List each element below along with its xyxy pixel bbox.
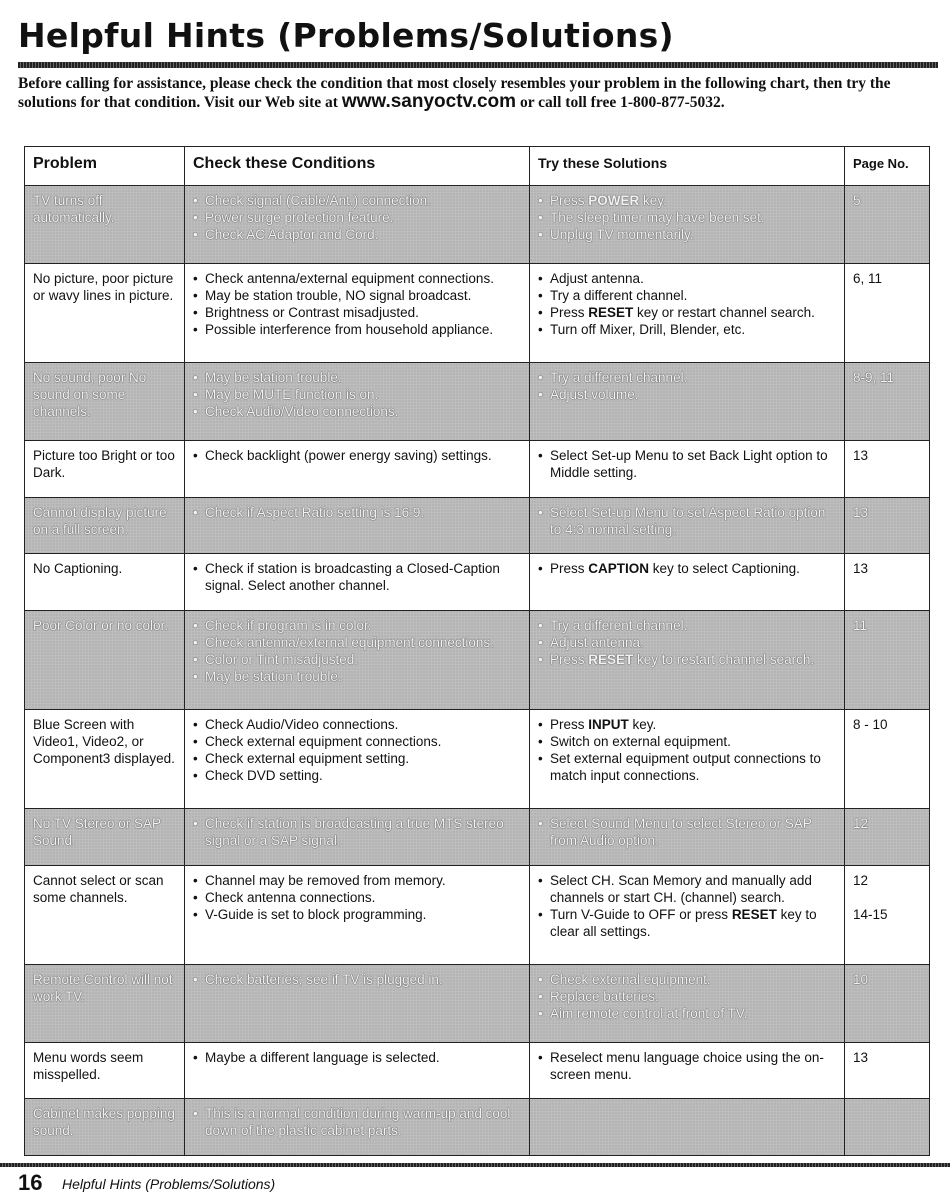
condition-item: • Check if station is broadcasting a true MTS stereo signal or a SAP signal. <box>193 815 521 849</box>
conditions-cell <box>185 363 530 441</box>
table-row <box>25 186 930 264</box>
conditions-cell <box>185 497 530 554</box>
solution-item: • Adjust antenna. <box>538 270 836 287</box>
condition-item: • Check antenna/external equipment connections. <box>193 270 521 287</box>
solutions-cell <box>530 554 845 611</box>
condition-item: • Check antenna connections. <box>193 889 521 906</box>
solutions-list <box>538 560 836 577</box>
solution-item: • Select Set-up Menu to set Back Light option to Middle setting. <box>538 447 836 481</box>
conditions-cell <box>185 1099 530 1156</box>
page-number-cell: 12 14-15 <box>845 865 930 964</box>
hints-table <box>24 146 930 1156</box>
title-rule <box>18 62 938 68</box>
condition-item: • Power surge protection feature. <box>193 209 521 226</box>
condition-item: • Color or Tint misadjusted. <box>193 651 521 668</box>
solutions-list <box>538 447 836 481</box>
solution-item: • Adjust volume. <box>538 386 836 403</box>
table-header-row <box>25 147 930 186</box>
conditions-cell <box>185 1042 530 1099</box>
solution-item: • Press CAPTION key to select Captioning. <box>538 560 836 577</box>
condition-item: • Check if station is broadcasting a Closed-Caption signal. Select another channel. <box>193 560 521 594</box>
intro-text-before: Before calling for assistance, please check the condition that most closely resembles your problem in the following chart, then try the solutions for that condition. Visit our Web site at <box>18 75 891 111</box>
conditions-cell <box>185 441 530 498</box>
condition-item: • Maybe a different language is selected. <box>193 1049 521 1066</box>
header-page-no: Page No. <box>845 147 930 186</box>
solutions-list <box>538 872 836 940</box>
condition-item: • Check Audio/Video connections. <box>193 716 521 733</box>
solution-item: • Switch on external equipment. <box>538 733 836 750</box>
table-row <box>25 865 930 964</box>
solution-item: • Press POWER key. <box>538 192 836 209</box>
solutions-list <box>538 192 836 243</box>
solutions-cell <box>530 186 845 264</box>
solution-item: • Replace batteries. <box>538 988 836 1005</box>
solutions-list <box>538 815 836 849</box>
condition-item: • May be MUTE function is on. <box>193 386 521 403</box>
page-number-cell: 13 <box>845 1042 930 1099</box>
condition-item: • Check signal (Cable/Ant.) connection. <box>193 192 521 209</box>
solutions-cell <box>530 709 845 808</box>
page-number-cell: 12 <box>845 809 930 866</box>
table-row <box>25 441 930 498</box>
page-number: 16 <box>18 1170 43 1195</box>
problem-cell: Blue Screen with Video1, Video2, or Component3 displayed. <box>25 709 185 808</box>
solution-item: • Try a different channel. <box>538 617 836 634</box>
solutions-list <box>538 716 836 784</box>
problem-cell: No TV Stereo or SAP Sound. <box>25 809 185 866</box>
conditions-list <box>193 369 521 420</box>
key-name: CAPTION <box>588 561 650 577</box>
problem-cell: Cannot select or scan some channels. <box>25 865 185 964</box>
condition-item: • Check external equipment connections. <box>193 733 521 750</box>
solutions-cell <box>530 809 845 866</box>
key-name: RESET <box>588 304 634 320</box>
page-number-cell: 10 <box>845 964 930 1042</box>
solutions-cell <box>530 363 845 441</box>
condition-item: • Check if program is in color. <box>193 617 521 634</box>
solution-item: • Select Set-up Menu to set Aspect Ratio option to 4:3 normal setting. <box>538 504 836 538</box>
conditions-list <box>193 971 521 988</box>
key-name: INPUT <box>588 716 629 732</box>
solution-item: • Turn V-Guide to OFF or press RESET key to clear all settings. <box>538 906 836 940</box>
problem-cell: Poor Color or no color. <box>25 610 185 709</box>
table-row <box>25 363 930 441</box>
conditions-list <box>193 560 521 594</box>
conditions-cell <box>185 554 530 611</box>
solutions-list <box>538 369 836 403</box>
conditions-cell <box>185 610 530 709</box>
page-number-cell: 8 - 10 <box>845 709 930 808</box>
condition-item: • Brightness or Contrast misadjusted. <box>193 304 521 321</box>
condition-item: • Possible interference from household appliance. <box>193 321 521 338</box>
page-number-cell: 13 <box>845 497 930 554</box>
solutions-list <box>538 270 836 338</box>
condition-item: • Check DVD setting. <box>193 767 521 784</box>
solution-item: • Aim remote control at front of TV. <box>538 1005 836 1022</box>
intro-text-after: or call toll free 1-800-877-5032. <box>516 94 725 111</box>
problem-cell: Cabinet makes popping sound. <box>25 1099 185 1156</box>
solutions-cell <box>530 610 845 709</box>
solution-item: • Reselect menu language choice using the on-screen menu. <box>538 1049 836 1083</box>
solution-item: • Select Sound Menu to select Stereo or SAP from Audio option. <box>538 815 836 849</box>
header-solutions: Try these Solutions <box>530 147 845 186</box>
solution-item: • Select CH. Scan Memory and manually add channels or start CH. (channel) search. <box>538 872 836 906</box>
solution-item: • Adjust antenna. <box>538 634 836 651</box>
conditions-cell <box>185 964 530 1042</box>
problem-cell: No picture, poor picture or wavy lines in picture. <box>25 263 185 362</box>
page-number-cell: 11 <box>845 610 930 709</box>
conditions-list <box>193 1049 521 1066</box>
solutions-cell <box>530 441 845 498</box>
page-number-cell: 13 <box>845 554 930 611</box>
conditions-list <box>193 447 521 464</box>
conditions-list <box>193 815 521 849</box>
table-row <box>25 610 930 709</box>
solutions-list <box>538 617 836 668</box>
table-row <box>25 964 930 1042</box>
solution-item: • Turn off Mixer, Drill, Blender, etc. <box>538 321 836 338</box>
condition-item: • May be station trouble. <box>193 369 521 386</box>
problem-cell: Cannot display picture on a full screen. <box>25 497 185 554</box>
conditions-list <box>193 1105 521 1139</box>
solutions-cell <box>530 1042 845 1099</box>
solutions-list <box>538 504 836 538</box>
solution-item: • The sleep timer may have been set. <box>538 209 836 226</box>
conditions-list <box>193 504 521 521</box>
problem-cell: Menu words seem misspelled. <box>25 1042 185 1099</box>
footer-rule <box>0 1163 950 1167</box>
solutions-cell <box>530 263 845 362</box>
table-row <box>25 554 930 611</box>
condition-item: • May be station trouble. <box>193 668 521 685</box>
table-row <box>25 1099 930 1156</box>
conditions-cell <box>185 865 530 964</box>
condition-item: • Check AC Adaptor and Cord. <box>193 226 521 243</box>
table-row <box>25 709 930 808</box>
table-row <box>25 1042 930 1099</box>
condition-item: • Channel may be removed from memory. <box>193 872 521 889</box>
table-body <box>25 186 930 1156</box>
solution-item: • Press INPUT key. <box>538 716 836 733</box>
condition-item: • May be station trouble, NO signal broadcast. <box>193 287 521 304</box>
table-row <box>25 809 930 866</box>
header-conditions: Check these Conditions <box>185 147 530 186</box>
page-number-cell: 5 <box>845 186 930 264</box>
problem-cell: Remote Control will not work TV. <box>25 964 185 1042</box>
key-name: RESET <box>731 906 777 922</box>
condition-item: • Check if Aspect Ratio setting is 16:9. <box>193 504 521 521</box>
problem-cell: TV turns off automatically. <box>25 186 185 264</box>
solutions-cell <box>530 964 845 1042</box>
page-title: Helpful Hints (Problems/Solutions) <box>18 16 674 55</box>
condition-item: • Check batteries; see if TV is plugged in. <box>193 971 521 988</box>
solutions-cell <box>530 1099 845 1156</box>
conditions-cell <box>185 709 530 808</box>
condition-item: • This is a normal condition during warm-up and cool down of the plastic cabinet parts. <box>193 1105 521 1139</box>
key-name: RESET <box>588 651 634 667</box>
condition-item: • Check backlight (power energy saving) settings. <box>193 447 521 464</box>
problem-cell: Picture too Bright or too Dark. <box>25 441 185 498</box>
page-number-cell: 13 <box>845 441 930 498</box>
table-row <box>25 497 930 554</box>
problem-cell: No Captioning. <box>25 554 185 611</box>
solution-item: • Try a different channel. <box>538 369 836 386</box>
page-number-cell: 8-9, 11 <box>845 363 930 441</box>
problem-cell: No sound, poor No sound on some channels. <box>25 363 185 441</box>
solutions-list <box>538 971 836 1022</box>
condition-item: • V-Guide is set to block programming. <box>193 906 521 923</box>
page-number-cell <box>845 1099 930 1156</box>
solution-item: • Try a different channel. <box>538 287 836 304</box>
page-number-cell: 6, 11 <box>845 263 930 362</box>
solution-item: • Unplug TV momentarily. <box>538 226 836 243</box>
solution-item: • Press RESET key or restart channel search. <box>538 304 836 321</box>
solutions-cell <box>530 865 845 964</box>
solution-item: • Set external equipment output connections to match input connections. <box>538 750 836 784</box>
conditions-list <box>193 270 521 338</box>
condition-item: • Check external equipment setting. <box>193 750 521 767</box>
table-row <box>25 263 930 362</box>
intro-paragraph <box>18 75 918 112</box>
solution-item: • Press RESET key to restart channel search. <box>538 651 836 668</box>
conditions-list <box>193 192 521 243</box>
key-name: POWER <box>588 193 640 208</box>
solution-item: • Check external equipment. <box>538 971 836 988</box>
header-problem: Problem <box>25 147 185 186</box>
condition-item: • Check antenna/external equipment connections. <box>193 634 521 651</box>
solutions-list <box>538 1049 836 1083</box>
website-link[interactable]: www.sanyoctv.com <box>341 91 517 112</box>
footer-label: Helpful Hints (Problems/Solutions) <box>62 1176 276 1192</box>
condition-item: • Check Audio/Video connections. <box>193 403 521 420</box>
conditions-list <box>193 872 521 923</box>
conditions-list <box>193 617 521 685</box>
conditions-cell <box>185 186 530 264</box>
solutions-cell <box>530 497 845 554</box>
conditions-cell <box>185 263 530 362</box>
conditions-list <box>193 716 521 784</box>
conditions-cell <box>185 809 530 866</box>
